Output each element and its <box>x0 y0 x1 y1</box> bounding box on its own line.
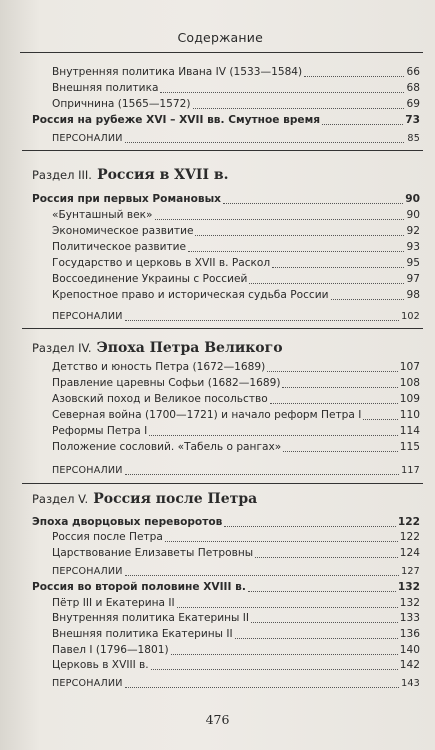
section-title: Эпоха Петра Великого <box>96 340 283 356</box>
leader-dots <box>248 583 396 592</box>
section-title: Россия после Петра <box>93 491 258 507</box>
toc-entry[interactable] <box>52 273 420 286</box>
toc-entry-title: Пётр III и Екатерина II <box>52 597 175 609</box>
toc-entry-title: Положение сословий. «Табель о рангах» <box>52 441 282 453</box>
toc-chapter[interactable] <box>32 114 420 127</box>
leader-dots <box>151 661 398 670</box>
toc-entry[interactable] <box>52 628 420 641</box>
toc-personalia[interactable] <box>52 132 420 145</box>
toc-chapter-title: Россия на рубеже XVI – XVII вв. Смутное время <box>32 114 321 126</box>
toc-entry-title: Внешняя политика <box>52 82 159 94</box>
page-title: Содержание <box>177 30 263 45</box>
toc-entry-title: Правление царевны Софьи (1682—1689) <box>52 377 281 389</box>
leader-dots <box>195 227 404 236</box>
toc-entry-title: ПЕРСОНАЛИИ <box>52 465 123 476</box>
toc-entry-title: Государство и церковь в XVII в. Раскол <box>52 257 271 269</box>
page-number: 476 <box>205 712 230 727</box>
leader-dots <box>149 427 398 436</box>
section-heading <box>32 488 257 507</box>
leader-dots <box>331 291 405 300</box>
toc-entry-page: 85 <box>407 133 420 144</box>
toc-entry-page: 66 <box>406 66 420 78</box>
toc-entry[interactable] <box>52 257 420 270</box>
toc-entry-title: ПЕРСОНАЛИИ <box>52 566 123 577</box>
toc-entry-title: Азовский поход и Великое посольство <box>52 393 268 405</box>
leader-dots <box>282 379 397 388</box>
toc-entry-title: Павел I (1796—1801) <box>52 644 169 656</box>
toc-entry-page: 69 <box>406 98 420 110</box>
toc-entry-page: 90 <box>405 193 420 205</box>
toc-entry-page: 127 <box>401 566 420 577</box>
toc-entry[interactable] <box>52 393 420 406</box>
toc-entry-title: Политическое развитие <box>52 241 187 253</box>
leader-dots <box>304 68 404 77</box>
toc-entry-page: 73 <box>405 114 420 126</box>
section-title: Россия в XVII в. <box>97 167 229 183</box>
leader-dots <box>283 443 397 452</box>
section-divider <box>22 328 423 329</box>
leader-dots <box>125 312 399 321</box>
toc-entry-page: 68 <box>406 82 420 94</box>
toc-entry-title: Реформы Петра I <box>52 425 148 437</box>
toc-entry-page: 122 <box>399 531 420 543</box>
leader-dots <box>272 259 404 268</box>
toc-chapter-title: Эпоха дворцовых переворотов <box>32 516 223 528</box>
toc-entry[interactable] <box>52 659 420 672</box>
section-label: Раздел III. <box>32 168 92 182</box>
leader-dots <box>223 195 403 204</box>
toc-entry-title: Опричнина (1565—1572) <box>52 98 191 110</box>
toc-entry-page: 143 <box>401 678 420 689</box>
toc-entry-title: Северная война (1700—1721) и начало реформ Петра I <box>52 409 362 421</box>
toc-entry[interactable] <box>52 597 420 610</box>
leader-dots <box>255 549 398 558</box>
toc-entry[interactable] <box>52 241 420 254</box>
leader-dots <box>267 363 398 372</box>
toc-chapter[interactable] <box>32 516 420 529</box>
leader-dots <box>193 100 404 109</box>
section-divider <box>22 483 423 484</box>
leader-dots <box>171 646 398 655</box>
leader-dots <box>363 411 397 420</box>
toc-entry-page: 107 <box>399 361 420 373</box>
toc-entry-title: «Бунташный век» <box>52 209 153 221</box>
leader-dots <box>224 518 396 527</box>
toc-entry-title: Царствование Елизаветы Петровны <box>52 547 254 559</box>
leader-dots <box>125 466 399 475</box>
toc-chapter-title: Россия во второй половине XVIII в. <box>32 581 246 593</box>
leader-dots <box>251 614 398 623</box>
toc-entry-page: 132 <box>399 597 420 609</box>
toc-entry-title: Детство и юность Петра (1672—1689) <box>52 361 266 373</box>
toc-entry-title: Воссоединение Украины с Россией <box>52 273 248 285</box>
toc-entry-page: 140 <box>399 644 420 656</box>
section-label: Раздел IV. <box>32 341 92 355</box>
toc-entry[interactable] <box>52 82 420 95</box>
toc-entry-page: 132 <box>397 581 420 593</box>
toc-entry-page: 108 <box>399 377 420 389</box>
toc-personalia[interactable] <box>52 565 420 578</box>
toc-entry-title: Крепостное право и историческая судьба России <box>52 289 329 301</box>
toc-personalia[interactable] <box>52 464 420 477</box>
toc-entry-page: 98 <box>406 289 420 301</box>
toc-entry[interactable] <box>52 547 420 560</box>
toc-entry[interactable] <box>52 66 420 79</box>
leader-dots <box>155 211 405 220</box>
toc-entry[interactable] <box>52 644 420 657</box>
leader-dots <box>188 243 404 252</box>
toc-entry-page: 93 <box>406 241 420 253</box>
toc-entry-page: 122 <box>397 516 420 528</box>
toc-entry-page: 97 <box>406 273 420 285</box>
section-divider <box>22 150 423 151</box>
toc-personalia[interactable] <box>52 677 420 690</box>
toc-entry-title: Внутренняя политика Екатерины II <box>52 612 250 624</box>
toc-entry[interactable] <box>52 98 420 111</box>
toc-entry-page: 102 <box>401 311 420 322</box>
toc-entry-page: 95 <box>406 257 420 269</box>
toc-entry-page: 142 <box>399 659 420 671</box>
leader-dots <box>177 599 398 608</box>
toc-entry[interactable] <box>52 425 420 438</box>
toc-chapter[interactable] <box>32 193 420 206</box>
section-label: Раздел V. <box>32 492 89 506</box>
toc-entry[interactable] <box>52 289 420 302</box>
toc-entry-title: ПЕРСОНАЛИИ <box>52 133 123 144</box>
toc-entry-title: Россия после Петра <box>52 531 163 543</box>
toc-entry-page: 109 <box>399 393 420 405</box>
toc-entry-title: Внешняя политика Екатерины II <box>52 628 233 640</box>
toc-entry-title: Церковь в XVIII в. <box>52 659 149 671</box>
toc-entry-title: ПЕРСОНАЛИИ <box>52 311 123 322</box>
toc-entry-page: 115 <box>399 441 420 453</box>
leader-dots <box>249 275 404 284</box>
section-heading <box>32 337 283 356</box>
toc-entry-title: Внутренняя политика Ивана IV (1533—1584) <box>52 66 303 78</box>
toc-entry[interactable] <box>52 209 420 222</box>
toc-entry[interactable] <box>52 361 420 374</box>
toc-entry-page: 92 <box>406 225 420 237</box>
leader-dots <box>160 84 404 93</box>
toc-entry[interactable] <box>52 441 420 454</box>
toc-entry[interactable] <box>52 409 420 422</box>
toc-entry[interactable] <box>52 531 420 544</box>
toc-personalia[interactable] <box>52 310 420 323</box>
toc-entry-page: 114 <box>399 425 420 437</box>
toc-entry-title: Экономическое развитие <box>52 225 194 237</box>
toc-entry-page: 117 <box>401 465 420 476</box>
leader-dots <box>270 395 398 404</box>
leader-dots <box>125 134 404 143</box>
toc-entry-page: 133 <box>399 612 420 624</box>
leader-dots <box>125 567 399 576</box>
leader-dots <box>322 116 403 125</box>
toc-entry-title: ПЕРСОНАЛИИ <box>52 678 123 689</box>
toc-entry[interactable] <box>52 225 420 238</box>
toc-entry-page: 90 <box>406 209 420 221</box>
toc-entry[interactable] <box>52 612 420 625</box>
toc-chapter[interactable] <box>32 581 420 594</box>
leader-dots <box>125 679 399 688</box>
toc-entry-page: 110 <box>399 409 420 421</box>
leader-dots <box>235 630 398 639</box>
leader-dots <box>165 533 398 542</box>
section-heading <box>32 164 228 183</box>
toc-entry[interactable] <box>52 377 420 390</box>
toc-entry-page: 136 <box>399 628 420 640</box>
toc-chapter-title: Россия при первых Романовых <box>32 193 221 205</box>
toc-entry-page: 124 <box>399 547 420 559</box>
